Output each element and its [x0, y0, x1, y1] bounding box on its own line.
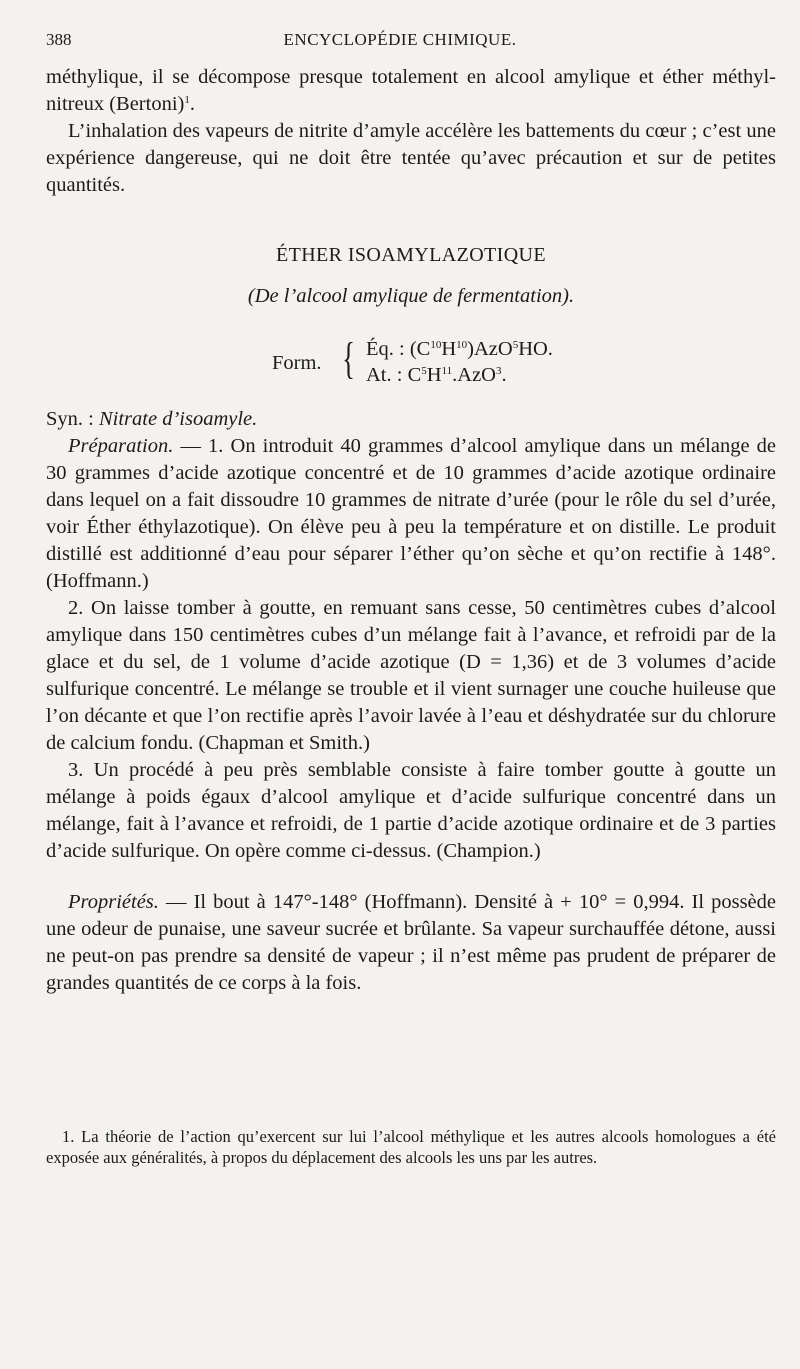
formula-equivalent: Éq. : $(C^{10}H^{10})AzO^5HO$.	[366, 338, 553, 360]
properties-heading: Propriétés.	[68, 891, 159, 913]
running-title: ENCYCLOPÉDIE CHIMIQUE.	[283, 30, 517, 49]
footnote	[46, 1126, 776, 1168]
formula-brace: {	[342, 334, 355, 383]
preparation-paragraph-2: 2. On laisse tomber à goutte, en remuant sans cesse, 50 centimètres cubes d’alcool amylique dans 150 centimètres cubes d’un mélange fait à l’avance, et refroidi par de la glace et du sel, de 1 volume d’acide azotique (D = 1,36) et de 3 volumes d’acide sulfurique concentré. Le mélange se trouble et il vient surnager une couche huileuse que l’on décante et que l’on rectifie après l’avoir lavée à l’eau et déshydratée sur du chlorure de calcium fondu. (Chapman et Smith.)	[46, 597, 776, 754]
section-title: ÉTHER ISOAMYLAZOTIQUE	[275, 244, 547, 266]
preparation-paragraph-3: 3. Un procédé à peu près semblable consiste à faire tomber goutte à goutte un mélange à poids égaux d’alcool amylique et d’acide sulfurique concentré dans un mélange, fait à l’avance et refroidi, de 1 partie d’acide azotique ordinaire et de 3 parties d’acide sulfurique. On opère comme ci-dessus. (Champion.)	[46, 759, 776, 862]
synonym-value: Nitrate d’isoamyle.	[98, 408, 258, 430]
preparation-paragraph-1: Préparation. — 1. On introduit 40 grammes d’alcool amylique dans un mélange de 30 grammes d’acide azotique concentré et de 10 grammes d’acide azotique ordinaire dans lequel on a fait dissoudre 10 grammes de nitrate d’urée (pour le rôle du sel d’urée, voir Éther éthylazotique). On élève peu à peu la température et on distille. Le produit distillé est additionné d’eau pour séparer l’éther qu’on sèche et qu’on rectifie à 148°. (Hoffmann.)	[46, 435, 777, 592]
continuation-paragraph: méthylique, il se décompose presque totalement en alcool amylique et éther méthyl-nitreux (Bertoni)$^1$.	[46, 66, 776, 115]
page-number: 388	[46, 30, 72, 49]
synonym-line: Syn. : Nitrate d’isoamyle.	[46, 408, 258, 430]
footnote-text: 1. La théorie de l’action qu’exercent sur lui l’alcool méthylique et les autres alcools homologues a été exposée aux généralités, à propos du déplacement des alcools les uns par les autres.	[46, 1127, 776, 1167]
formula-atomic: At. : $C^5H^{11}.AzO^3$.	[366, 364, 507, 386]
properties-paragraph: Propriétés. — Il bout à 147°-148° (Hoffmann). Densité à + 10° = 0,994. Il possède une odeur de punaise, une saveur sucrée et brûlante. Sa vapeur surchauffée détone, aussi ne peut-on pas prendre sa densité de vapeur ; il n’est même pas prudent de préparer de grandes quantités de ce corps à la fois.	[46, 891, 777, 994]
section-subtitle: (De l’alcool amylique de fermentation).	[247, 285, 575, 307]
inhalation-paragraph: L’inhalation des vapeurs de nitrite d’amyle accélère les battements du cœur ; c’est une expérience dangereuse, qui ne doit être tentée qu’avec précaution et sur de petites quantités.	[46, 120, 776, 196]
footnote-ref[interactable]: 1	[184, 94, 190, 106]
page-header	[46, 30, 754, 60]
formula-block	[46, 332, 776, 394]
formula-label: Form.	[272, 352, 322, 374]
preparation-heading: Préparation.	[68, 435, 174, 457]
page-body	[46, 64, 776, 997]
